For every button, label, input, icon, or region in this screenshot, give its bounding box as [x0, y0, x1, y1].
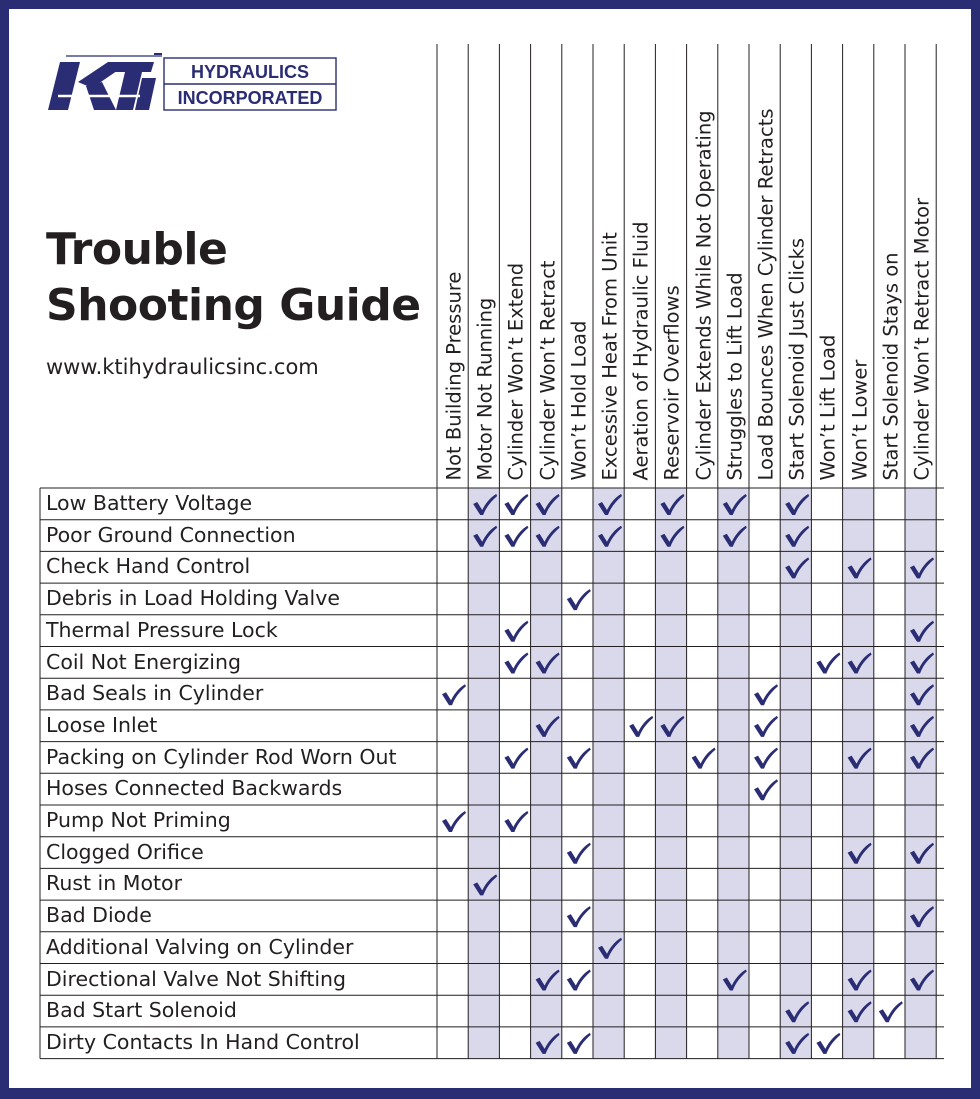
column-header	[874, 44, 905, 488]
row-label: Poor Ground Connection	[46, 522, 296, 547]
column-header-label: Excessive Heat From Unit	[598, 232, 622, 481]
column-header-label: Cylinder Won’t Retract Motor	[910, 197, 934, 481]
row-label: Rust in Motor	[46, 871, 182, 896]
title-line-2: Shooting Guide	[46, 280, 421, 331]
table-row	[40, 773, 944, 805]
column-header-label: Won’t Lower	[848, 359, 872, 481]
row-label: Check Hand Control	[46, 554, 251, 579]
row-label: Thermal Pressure Lock	[46, 617, 278, 642]
website-url[interactable]: www.ktihydraulicsinc.com	[46, 355, 319, 379]
column-header-label: Cylinder Won’t Extend	[504, 262, 528, 481]
column-header	[562, 44, 593, 488]
table-row	[40, 551, 944, 583]
column-header-label: Motor Not Running	[473, 297, 497, 481]
column-header	[624, 44, 655, 488]
row-label: Additional Valving on Cylinder	[46, 934, 354, 959]
table-row	[40, 520, 944, 552]
logo-line2: INCORPORATED	[177, 88, 323, 108]
table-row	[40, 615, 944, 647]
column-header	[655, 44, 686, 488]
table-row	[40, 805, 944, 837]
column-header-label: Cylinder Won’t Retract	[536, 260, 560, 481]
column-header-label: Won’t Lift Load	[816, 334, 840, 481]
table-row	[40, 995, 944, 1027]
row-label: Coil Not Energizing	[46, 649, 241, 674]
title-line-1: Trouble	[46, 224, 228, 275]
row-label: Debris in Load Holding Valve	[46, 586, 340, 611]
row-label: Bad Start Solenoid	[46, 998, 237, 1023]
column-header-label: Struggles to Lift Load	[723, 272, 747, 481]
column-header-label: Aeration of Hydraulic Fluid	[629, 221, 653, 481]
column-header	[811, 44, 842, 488]
column-header	[468, 44, 499, 488]
column-header	[593, 44, 624, 488]
row-label: Bad Seals in Cylinder	[46, 681, 264, 706]
column-header	[843, 44, 874, 488]
table-row	[40, 964, 944, 996]
table-row	[40, 868, 944, 900]
column-header-label: Load Bounces When Cylinder Retracts	[754, 108, 778, 481]
table-row	[40, 742, 944, 774]
table-row	[40, 678, 944, 710]
column-header-label: Start Solenoid Stays on	[879, 252, 903, 481]
table-row	[40, 647, 944, 679]
column-header-label: Cylinder Extends While Not Operating	[692, 110, 716, 481]
column-header	[905, 44, 936, 488]
row-label: Pump Not Priming	[46, 808, 231, 832]
table-row	[40, 932, 944, 964]
logo-line1: HYDRAULICS	[190, 62, 310, 82]
row-label: Clogged Orifice	[46, 839, 204, 864]
row-label: Hoses Connected Backwards	[46, 776, 343, 801]
column-header-label: Reservoir Overflows	[660, 285, 684, 481]
row-label: Low Battery Voltage	[46, 491, 253, 515]
column-header	[531, 44, 562, 488]
row-label: Directional Valve Not Shifting	[46, 966, 347, 991]
column-header-label: Start Solenoid Just Clicks	[785, 237, 809, 481]
column-header-label: Won’t Hold Load	[567, 320, 591, 481]
column-header	[499, 44, 530, 488]
row-label: Packing on Cylinder Rod Worn Out	[46, 744, 397, 769]
table-row	[40, 900, 944, 932]
row-label: Bad Diode	[46, 903, 152, 928]
table-row	[40, 488, 944, 520]
table-row	[40, 710, 944, 742]
column-header	[780, 44, 811, 488]
table-row	[40, 1027, 944, 1059]
column-header	[718, 44, 749, 488]
row-label: Loose Inlet	[46, 712, 158, 737]
table-row	[40, 837, 944, 869]
column-header	[437, 44, 468, 488]
row-label: Dirty Contacts In Hand Control	[46, 1029, 360, 1054]
table-row	[40, 583, 944, 615]
column-header-label: Not Building Pressure	[442, 271, 466, 481]
column-header	[749, 44, 780, 488]
column-header	[687, 44, 718, 488]
